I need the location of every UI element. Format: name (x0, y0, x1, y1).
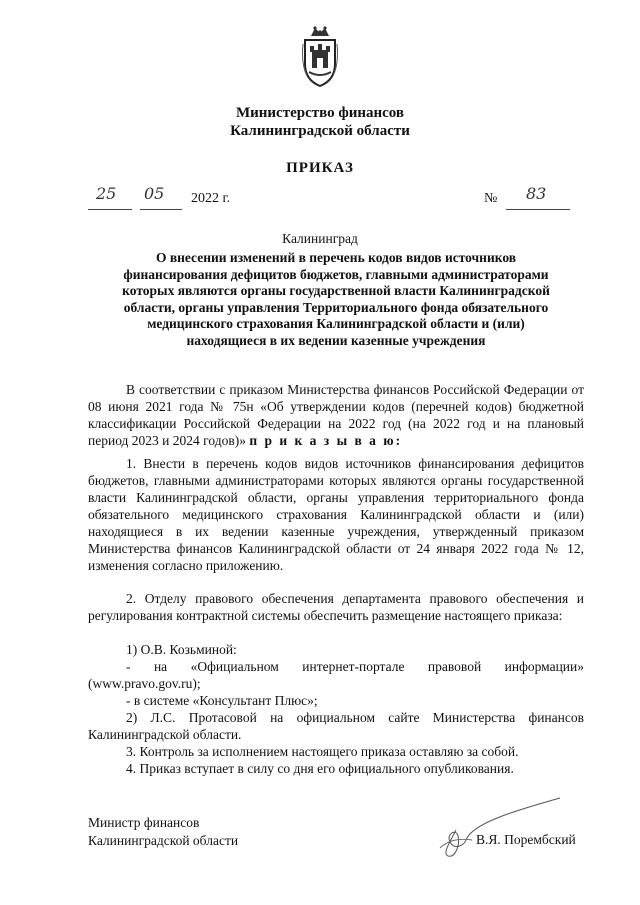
number-label: № (484, 191, 498, 206)
handwritten-signature (420, 790, 570, 870)
title-line-4: области, органы управления Территориального фонда обязательного (123, 299, 549, 315)
paragraph-item-3 (88, 743, 584, 760)
document-type: ПРИКАЗ (286, 160, 354, 176)
title-line-5: медицинского страхования Калининградской области и (или) (147, 316, 525, 331)
preamble-text: В соответствии с приказом Министерства финансов Российской Федерации от 08 июня 2021 года № 75н «Об утверждении кодов (перечней кодов) бюджетной классификации Российской Федерации на 2022 год (на 2022 год и на плановый период 2023 и 2024 годов)» (88, 382, 584, 448)
subitem-1b-text: - в системе «Консультант Плюс»; (126, 693, 318, 708)
paragraph-subitem-1 (88, 641, 584, 658)
item-4-text: 4. Приказ вступает в силу со дня его официального опубликования. (126, 761, 514, 776)
coat-of-arms-emblem (301, 24, 339, 88)
paragraph-item-2 (88, 590, 584, 624)
date-number-row (88, 184, 584, 213)
ministry-line-2: Калининградской области (230, 123, 410, 139)
ministry-line-1: Министерство финансов (235, 105, 405, 121)
date-month-underline (140, 209, 182, 210)
paragraph-subitem-2 (88, 709, 584, 743)
order-word: п р и к а з ы в а ю: (249, 433, 403, 448)
paragraph-preamble (88, 381, 584, 449)
number-value: 83 (526, 184, 547, 203)
paragraph-item-1 (88, 455, 584, 574)
number-underline (506, 209, 570, 210)
signatory-title-line-1: Министр финансов (88, 815, 200, 830)
subitem-1-text: 1) О.В. Козьминой: (126, 642, 237, 657)
title-line-2: финансирования дефицитов бюджетов, главными администраторами (123, 266, 549, 282)
title-line-6: находящиеся в их ведении казенные учреждения (186, 332, 486, 348)
paragraph-item-4 (88, 760, 584, 777)
signatory-name: В.Я. Порембский (476, 832, 576, 847)
ministry-name (0, 104, 640, 140)
item-1-text: 1. Внести в перечень кодов видов источников финансирования дефицитов бюджетов, главными администраторами которых являются органы государственной власти Калининградской области, органы управления территориального фонда обязательного медицинского страхования Калининградской области и (или) находящиеся в их ведении казенные учреждения, утвержденный приказом Министерства финансов Калининградской области от 24 января 2022 года № 12, изменения согласно приложению. (88, 456, 584, 573)
document-title (88, 250, 584, 349)
item-2-text: 2. Отделу правового обеспечения департамента правового обеспечения и регулирования контрактной системы обеспечить размещение настоящего приказа: (88, 591, 584, 623)
signatory-title-line-2: Калининградской области (88, 833, 239, 848)
paragraph-subitem-1-b (88, 692, 584, 709)
city: Калининград (282, 231, 358, 246)
subitem-1a-text: - на «Официальном интернет-портале правовой информации» (www.pravo.gov.ru); (88, 659, 584, 691)
subitem-2-text: 2) Л.С. Протасовой на официальном сайте Министерства финансов Калининградской области. (88, 710, 584, 742)
date-year: 2022 г. (191, 191, 231, 206)
date-day: 25 (96, 184, 117, 203)
paragraph-subitem-1-a (88, 658, 584, 692)
title-line-1: О внесении изменений в перечень кодов видов источников (155, 250, 517, 265)
signatory-title (88, 814, 238, 850)
date-month: 05 (144, 184, 165, 203)
date-day-underline (88, 209, 132, 210)
title-line-3: которых являются органы государственной власти Калининградской (122, 283, 550, 298)
item-3-text: 3. Контроль за исполнением настоящего приказа оставляю за собой. (126, 744, 519, 759)
